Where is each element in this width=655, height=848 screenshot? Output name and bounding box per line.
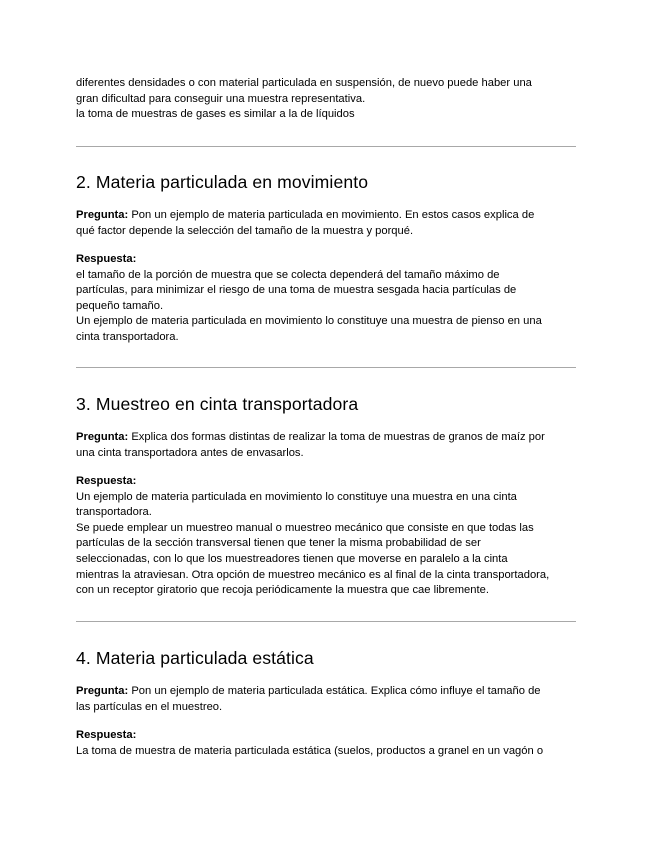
section-title: 3. Muestreo en cinta transportadora bbox=[76, 394, 359, 414]
question-text: las partículas en el muestreo. bbox=[76, 700, 223, 713]
answer-line: con un receptor giratorio que recoja periódicamente la muestra que cae libremente. bbox=[76, 584, 489, 597]
answer-line: mientras la atraviesan. Otra opción de muestreo mecánico es al final de la cinta transportadora, bbox=[76, 568, 550, 581]
question-label: Pregunta: bbox=[76, 685, 129, 697]
answer-label: Respuesta: bbox=[76, 253, 137, 265]
question-paragraph bbox=[76, 208, 576, 239]
answer-label: Respuesta: bbox=[76, 475, 137, 487]
intro-line: diferentes densidades o con material particulada en suspensión, de nuevo puede haber una bbox=[76, 77, 532, 89]
answer-label: Respuesta: bbox=[76, 729, 137, 741]
question-label: Pregunta: bbox=[76, 431, 129, 443]
section-title: 4. Materia particulada estática bbox=[76, 648, 314, 668]
question-paragraph bbox=[76, 430, 576, 461]
answer-line: transportadora. bbox=[76, 506, 152, 519]
question-text: Pon un ejemplo de materia particulada estática. Explica cómo influye el tamaño de bbox=[128, 685, 541, 697]
question-text: Explica dos formas distintas de realizar la toma de muestras de granos de maíz por bbox=[128, 431, 545, 443]
answer-paragraph bbox=[76, 474, 576, 599]
intro-line: la toma de muestras de gases es similar a la de líquidos bbox=[76, 108, 355, 121]
question-text: una cinta transportadora antes de envasarlos. bbox=[76, 446, 304, 459]
answer-line: el tamaño de la porción de muestra que se colecta dependerá del tamaño máximo de bbox=[76, 268, 500, 281]
answer-paragraph bbox=[76, 252, 576, 346]
answer-line: cinta transportadora. bbox=[76, 330, 179, 343]
section-divider bbox=[76, 621, 576, 622]
answer-line: Se puede emplear un muestreo manual o muestreo mecánico que consiste en que todas las bbox=[76, 521, 534, 534]
answer-line: pequeño tamaño. bbox=[76, 299, 164, 312]
answer-line: seleccionadas, con lo que los muestreadores tienen que moverse en paralelo a la cinta bbox=[76, 552, 508, 565]
question-paragraph bbox=[76, 684, 576, 715]
question-text: Pon un ejemplo de materia particulada en movimiento. En estos casos explica de bbox=[128, 209, 535, 221]
intro-line: gran dificultad para conseguir una muestra representativa. bbox=[76, 92, 366, 105]
answer-line: partículas de la sección transversal tienen que tener la misma probabilidad de ser bbox=[76, 537, 481, 550]
answer-line: Un ejemplo de materia particulada en movimiento lo constituye una muestra en una cinta bbox=[76, 490, 517, 503]
intro-paragraph bbox=[76, 76, 576, 123]
answer-line: partículas, para minimizar el riesgo de una toma de muestra sesgada hacia partículas de bbox=[76, 284, 517, 297]
question-text: qué factor depende la selección del tamaño de la muestra y porqué. bbox=[76, 224, 414, 237]
section-title: 2. Materia particulada en movimiento bbox=[76, 172, 369, 192]
answer-line: La toma de muestra de materia particulada estática (suelos, productos a granel en un vagón o bbox=[76, 744, 544, 757]
question-label: Pregunta: bbox=[76, 209, 129, 221]
answer-line: Un ejemplo de materia particulada en movimiento lo constituye una muestra de pienso en una bbox=[76, 315, 542, 328]
section-divider bbox=[76, 367, 576, 368]
section-divider bbox=[76, 146, 576, 147]
answer-paragraph bbox=[76, 728, 576, 759]
